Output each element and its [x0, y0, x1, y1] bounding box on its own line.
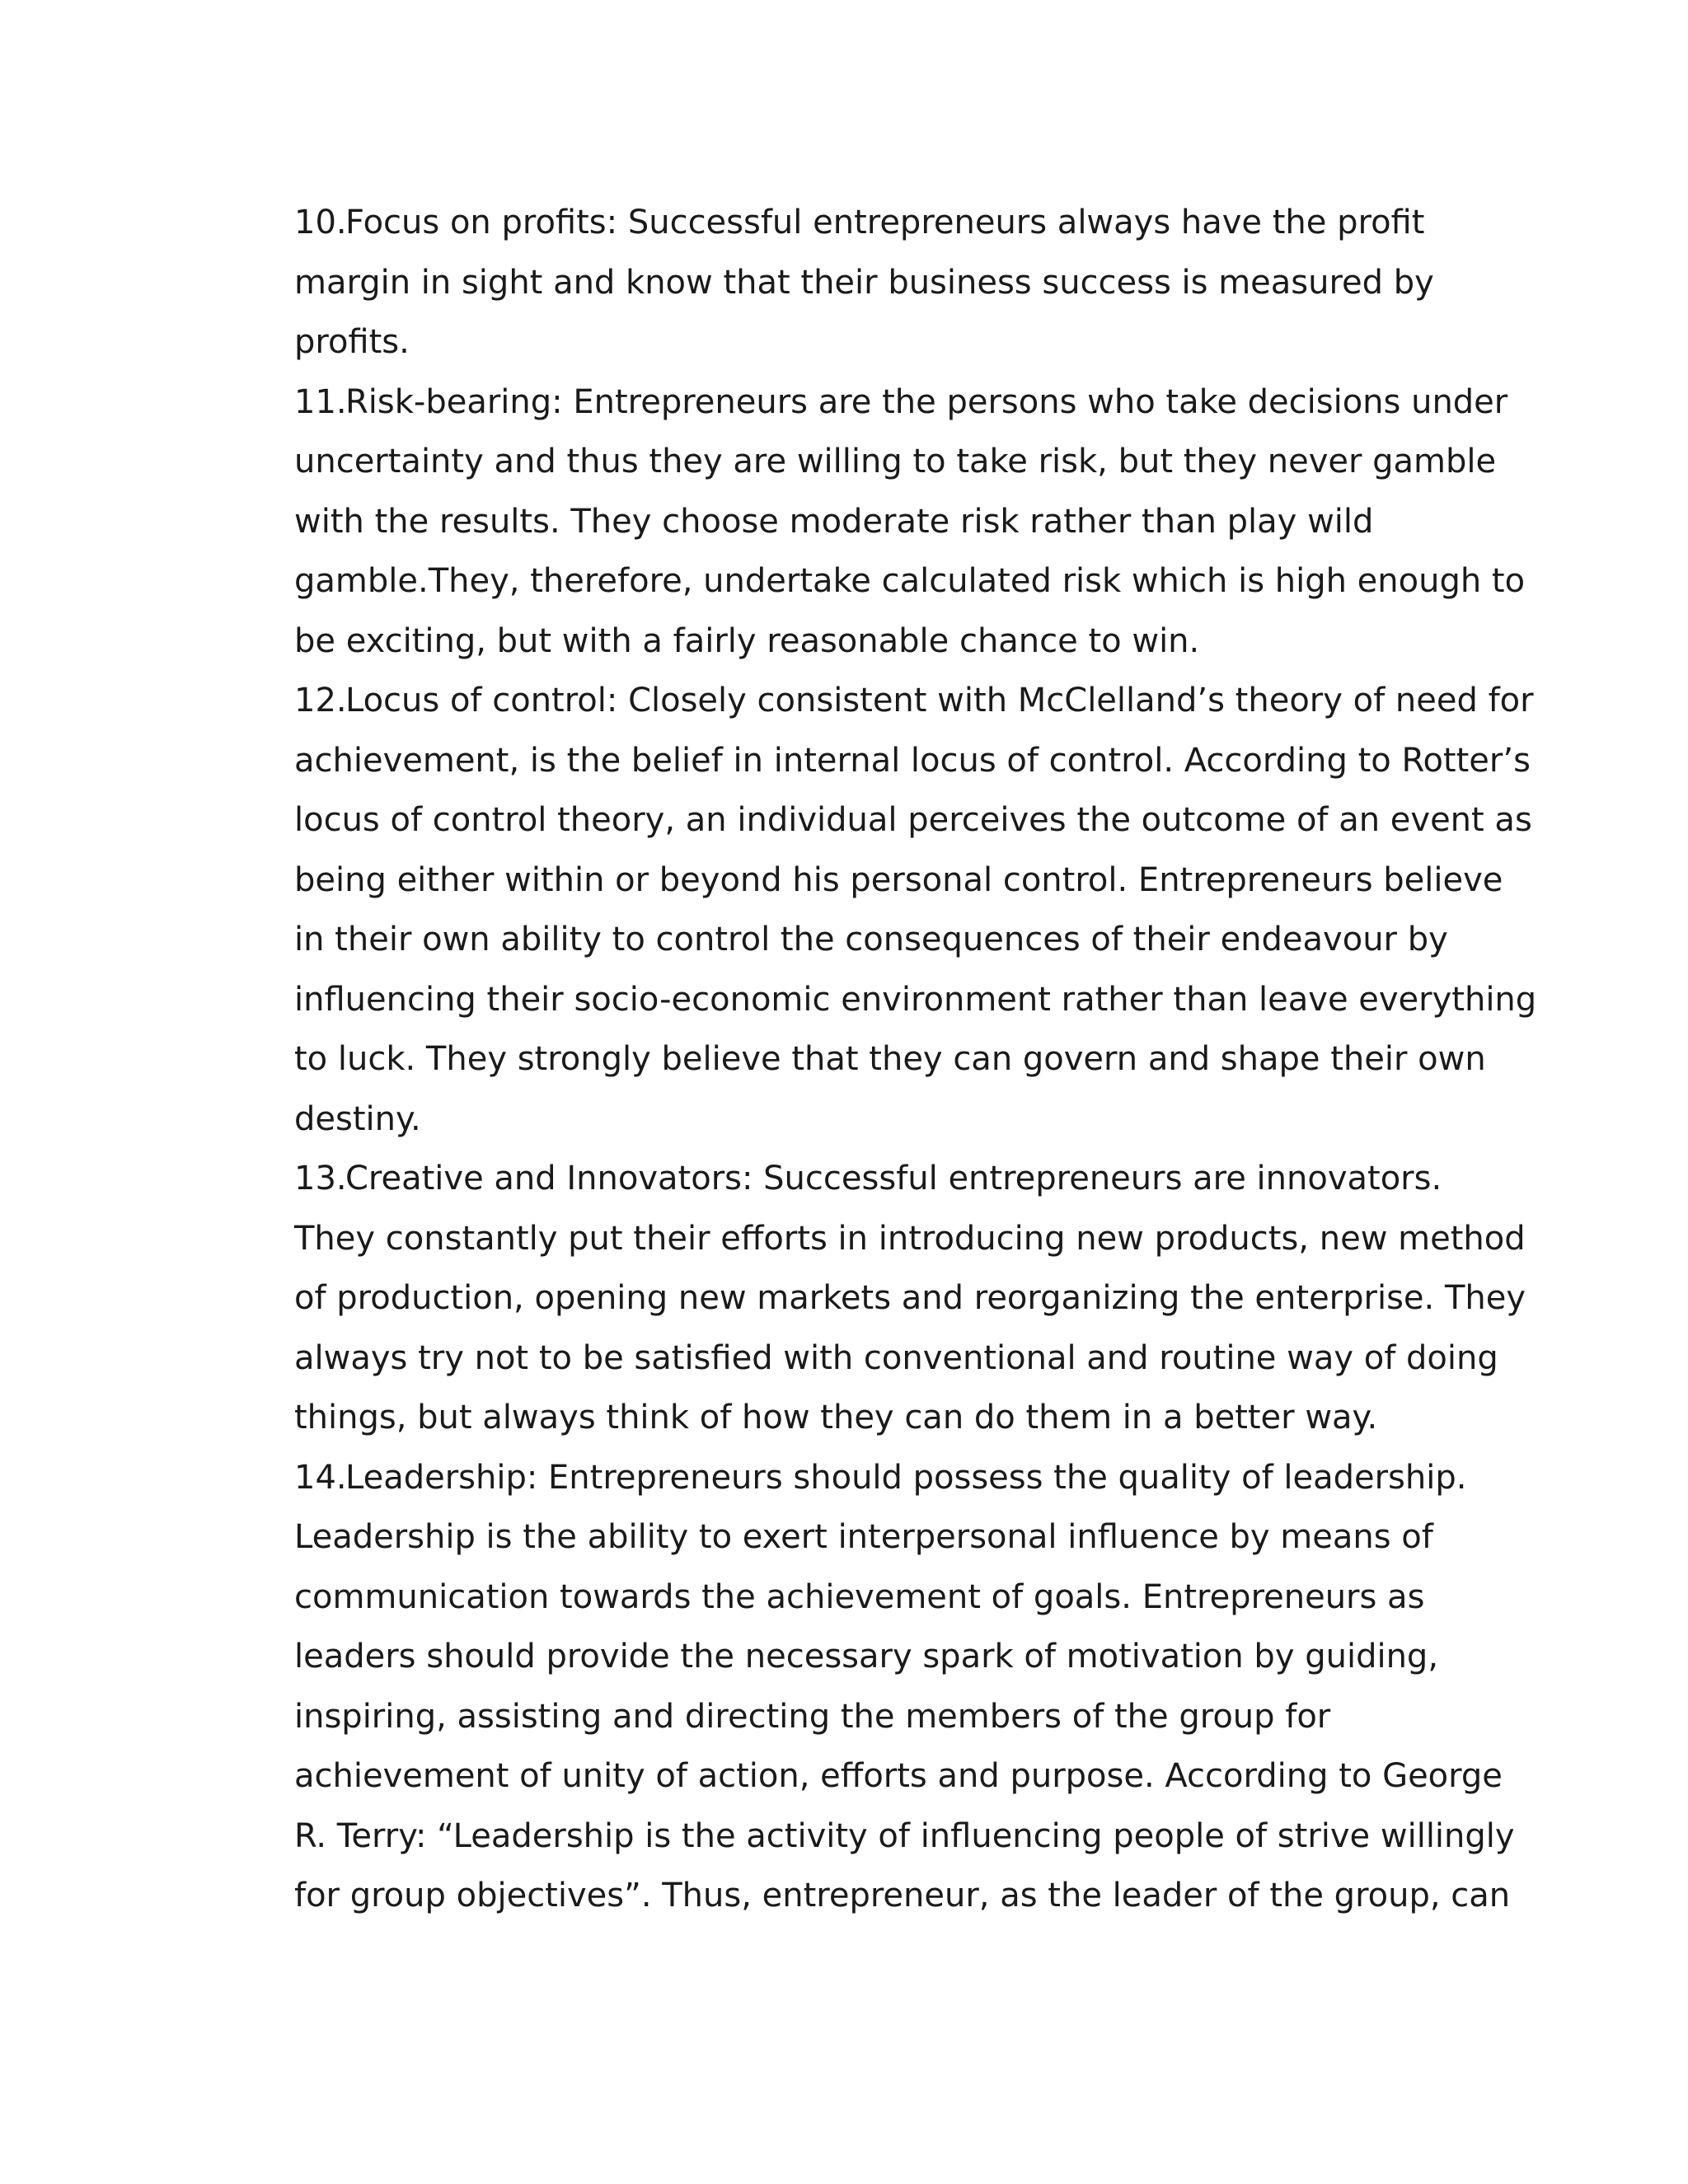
list-item-text-line: always try not to be satisfied with conventional and routine way of doing: [294, 1338, 1498, 1377]
list-item-text-line: locus of control theory, an individual perceives the outcome of an event as: [294, 801, 1532, 839]
list-item-heading-line: Focus on profits: Successful entrepreneurs always have the profit: [345, 204, 1425, 241]
list-item-text-line: leaders should provide the necessary spark of motivation by guiding,: [294, 1638, 1439, 1675]
list-item: [294, 1149, 1582, 1448]
list-item-text-line: destiny.: [294, 1099, 421, 1138]
list-item-heading-line: Risk-bearing: Entrepreneurs are the persons who take decisions under: [345, 382, 1508, 421]
list-item-text-line: margin in sight and know that their business success is measured by: [294, 263, 1434, 302]
list-item: [294, 1448, 1582, 1926]
list-item-text-line: profits.: [294, 323, 410, 361]
list-item-text-line: uncertainty and thus they are willing to take risk, but they never gamble: [294, 443, 1497, 480]
list-item-text-line: Leadership is the ability to exert interpersonal influence by means of: [294, 1518, 1433, 1556]
list-item-text-line: influencing their socio-economic environment rather than leave everything: [294, 980, 1537, 1019]
list-item-text-line: communication towards the achievement of goals. Entrepreneurs as: [294, 1577, 1425, 1616]
list-item-heading-line: Leadership: Entrepreneurs should possess the quality of leadership.: [345, 1458, 1467, 1497]
list-item-text-line: gamble.They, therefore, undertake calculated risk which is high enough to: [294, 562, 1526, 600]
list-item: [294, 671, 1582, 1149]
list-item-heading-line: Locus of control: Closely consistent with McClelland’s theory of need for: [345, 682, 1534, 719]
list-item-text-line: to luck. They strongly believe that they can govern and shape their own: [294, 1040, 1486, 1078]
list-item-text-line: being either within or beyond his personal control. Entrepreneurs believe: [294, 860, 1503, 899]
numbered-list: [294, 193, 1582, 1926]
list-item-text-line: in their own ability to control the consequences of their endeavour by: [294, 921, 1448, 958]
list-item: [294, 373, 1582, 672]
list-item-text-line: achievement of unity of action, efforts and purpose. According to George: [294, 1757, 1503, 1795]
list-item-text-line: be exciting, but with a fairly reasonable chance to win.: [294, 621, 1200, 660]
list-item-number: 14.: [294, 1458, 347, 1497]
list-item-text-line: They constantly put their efforts in introducing new products, new method: [294, 1219, 1526, 1258]
list-item-number: 13.: [294, 1160, 347, 1197]
list-item-text-line: things, but always think of how they can do them in a better way.: [294, 1399, 1378, 1436]
list-item-text-line: of production, opening new markets and reorganizing the enterprise. They: [294, 1279, 1526, 1317]
list-item-text-line: for group objectives”. Thus, entrepreneur, as the leader of the group, can: [294, 1877, 1511, 1915]
list-item-text-line: R. Terry: “Leadership is the activity of influencing people of strive willingly: [294, 1816, 1515, 1855]
list-item-number: 11.: [294, 382, 347, 421]
list-item-number: 10.: [294, 204, 347, 241]
list-item: [294, 193, 1582, 373]
list-item-heading-line: Creative and Innovators: Successful entrepreneurs are innovators.: [345, 1160, 1442, 1197]
list-item-text-line: inspiring, assisting and directing the members of the group for: [294, 1697, 1331, 1736]
list-item-text-line: with the results. They choose moderate risk rather than play wild: [294, 502, 1374, 541]
list-item-text-line: achievement, is the belief in internal locus of control. According to Rotter’s: [294, 741, 1531, 780]
list-item-number: 12.: [294, 682, 347, 719]
